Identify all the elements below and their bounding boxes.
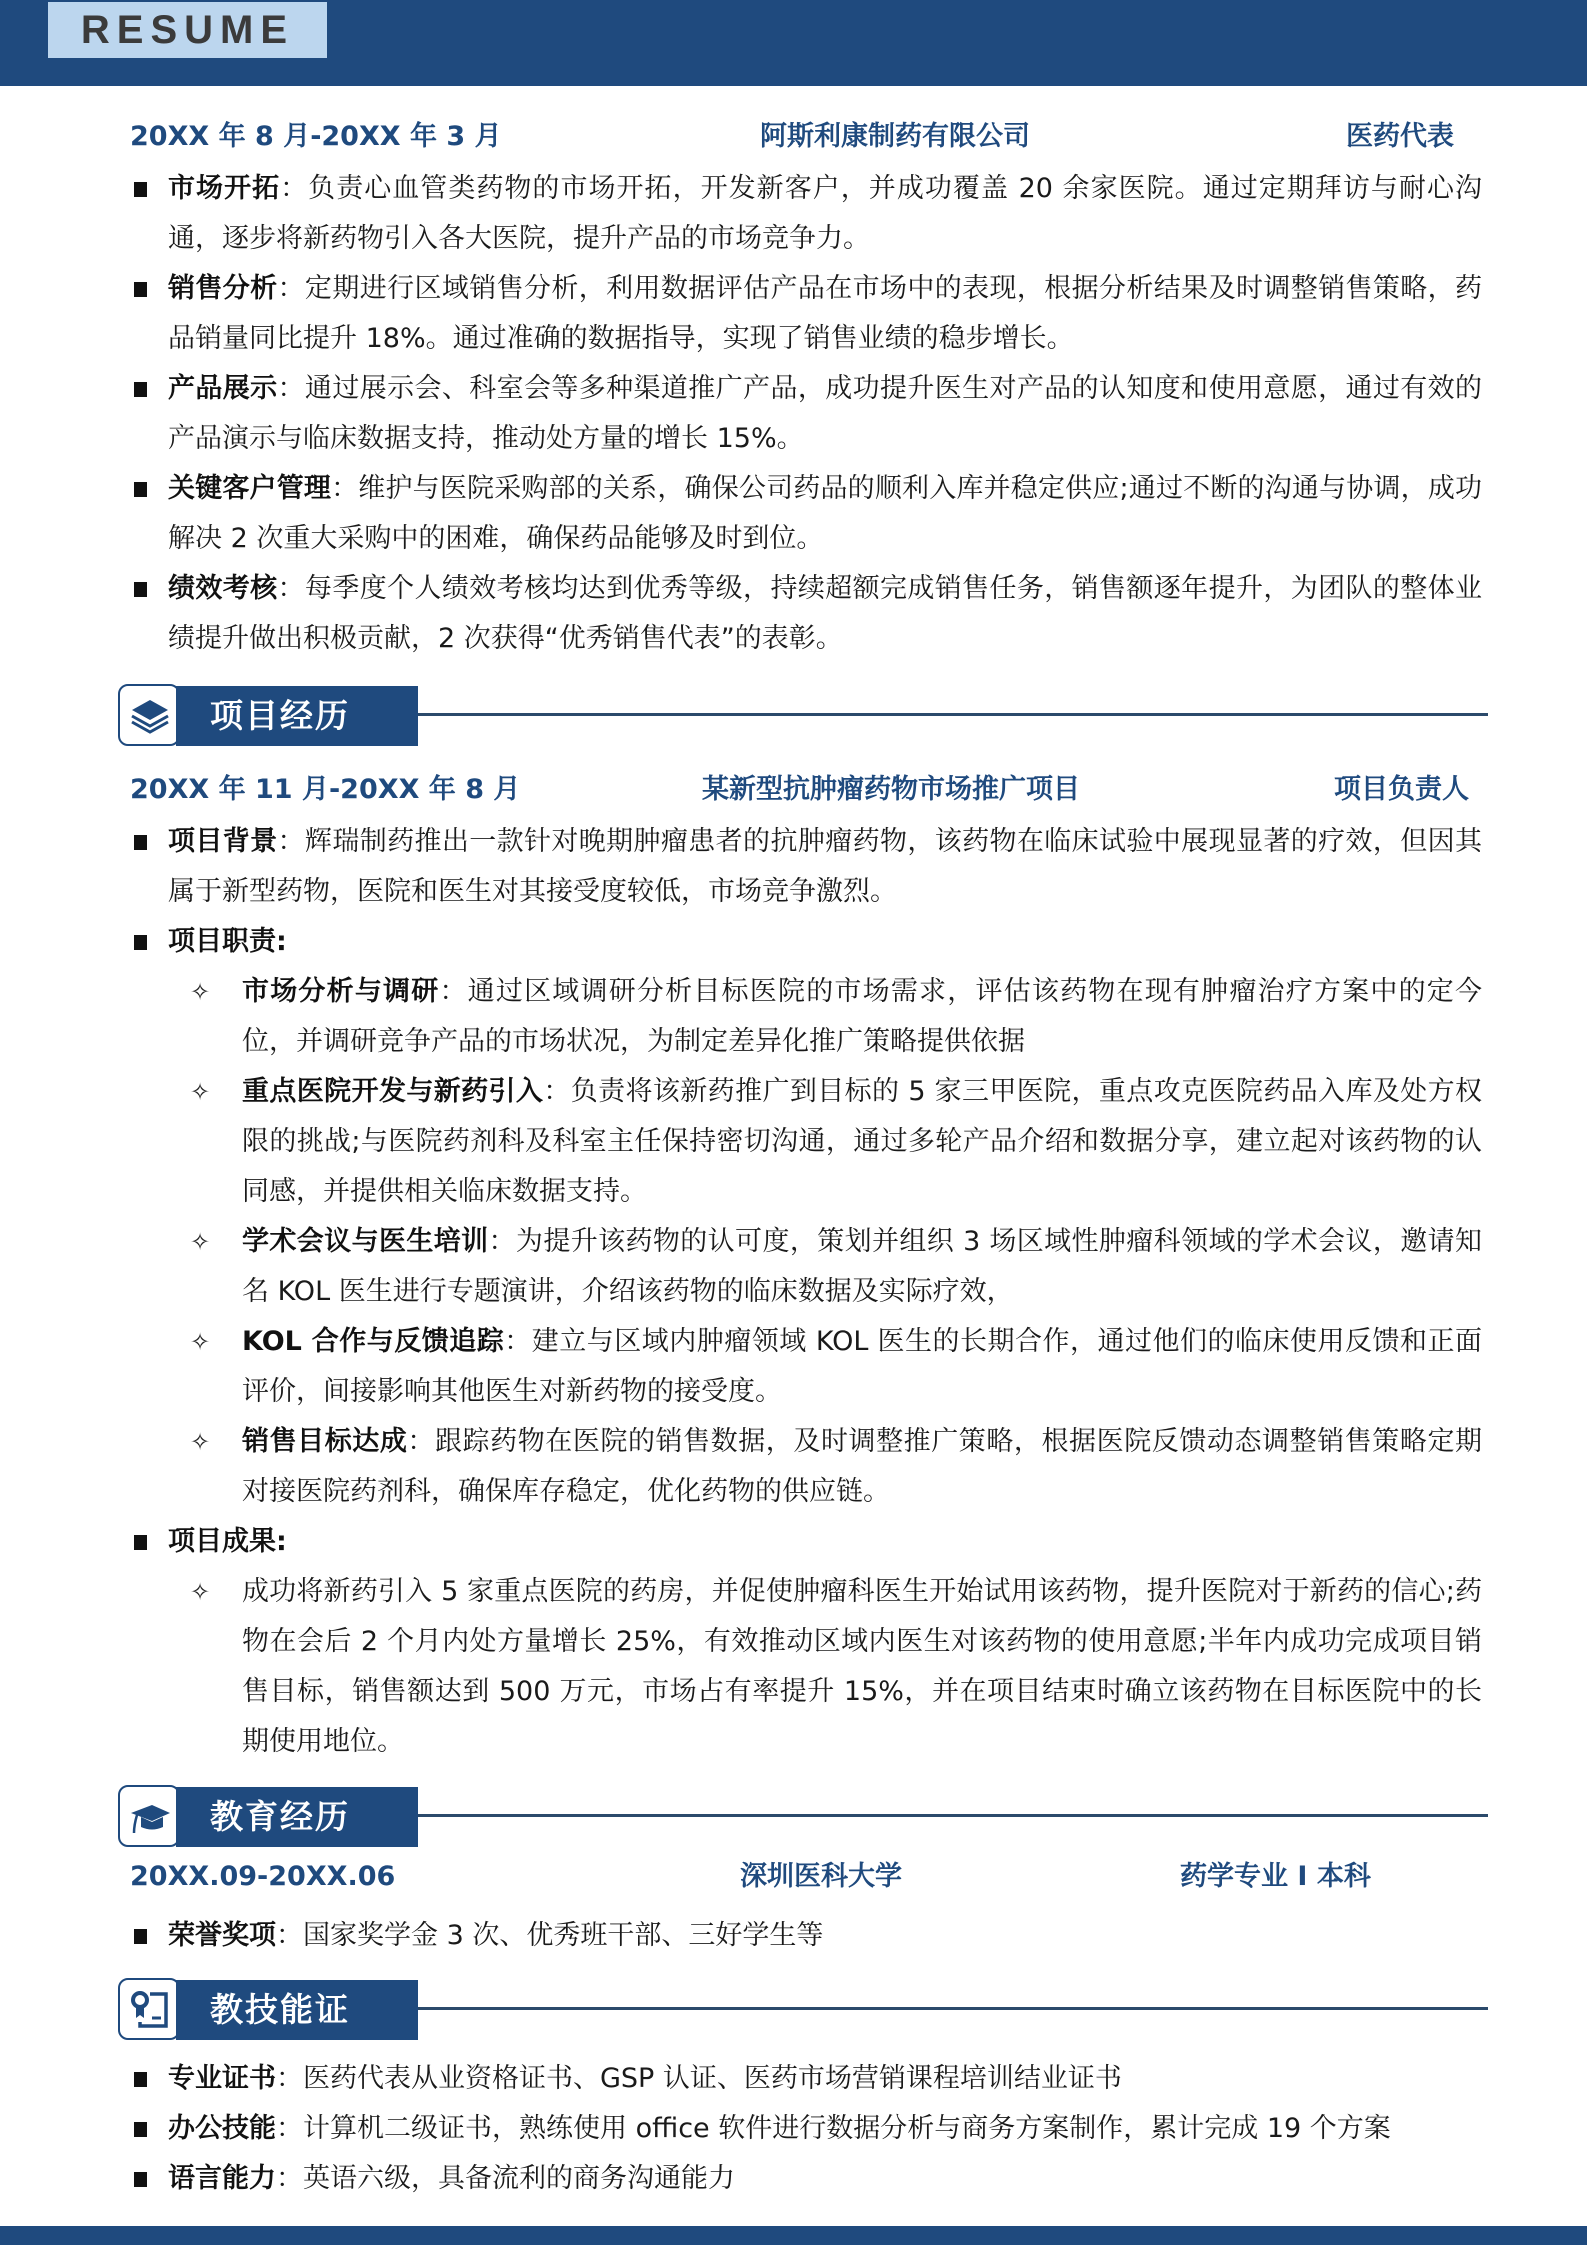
item-text: ：定期进行区域销售分析，利用数据评估产品在市场中的表现，根据分析结果及时调整销售策略，药品销量同比提升 18%。通过准确的数据指导，实现了销售业绩的稳步增长。 <box>168 273 1483 354</box>
square-bullet-icon <box>134 2072 147 2087</box>
item-label: 绩效考核 <box>168 573 278 604</box>
item-text: 成功将新药引入 5 家重点医院的药房，并促使肿瘤科医生开始试用该药物，提升医院对于新药的信心;药物在会后 2 个月内处方量增长 25%，有效推动区域内医生对该药物的使用意愿;半年内成功完成项目销售目标，销售额达到 500 万元，市场占有率提升 15%，并在项目结束时确立该药物在目标医院中的长期使用地位。 <box>242 1576 1482 1757</box>
section-icon-box <box>118 1785 180 1847</box>
item-label: 项目成果: <box>168 1526 287 1557</box>
duty-item <box>185 1317 1482 1417</box>
work-date: 20XX 年 8 月-20XX 年 3 月 <box>130 121 502 152</box>
section-header-projects <box>118 684 1488 748</box>
item-label: 荣誉奖项 <box>168 1920 276 1951</box>
item-text: ：计算机二级证书，熟练使用 office 软件进行数据分析与商务方案制作，累计完成 19 个方案 <box>276 2113 1391 2144</box>
item-label: 项目背景 <box>168 826 278 857</box>
item-label: 销售目标达成 <box>242 1426 408 1457</box>
footer-bar <box>0 2226 1587 2245</box>
item-label: 销售分析 <box>168 273 278 304</box>
duty-item <box>185 967 1482 1067</box>
work-role: 医药代表 <box>1346 121 1454 152</box>
project-background <box>130 817 1482 917</box>
section-divider <box>418 713 1488 716</box>
header-bar <box>0 0 1587 86</box>
item-label: 项目职责: <box>168 926 287 957</box>
item-text: ：跟踪药物在医院的销售数据，及时调整推广策略，根据医院反馈动态调整销售策略定期对接医院药剂科，确保库存稳定，优化药物的供应链。 <box>242 1426 1483 1507</box>
square-bullet-icon <box>134 835 147 850</box>
section-icon-box <box>118 684 180 746</box>
item-text: ：通过展示会、科室会等多种渠道推广产品，成功提升医生对产品的认知度和使用意愿，通过有效的产品演示与临床数据支持，推动处方量的增长 15%。 <box>168 373 1483 454</box>
four-point-star-icon: ✧ <box>189 1328 211 1356</box>
square-bullet-icon <box>134 182 147 197</box>
duty-item <box>185 1067 1482 1217</box>
skill-item <box>130 2104 1482 2154</box>
layers-icon <box>128 694 172 738</box>
certificate-icon <box>128 1988 172 2032</box>
project-results-heading <box>130 1517 1482 1567</box>
item-text: ：辉瑞制药推出一款针对晚期肿瘤患者的抗肿瘤药物，该药物在临床试验中展现显著的疗效，但因其属于新型药物，医院和医生对其接受度较低，市场竞争激烈。 <box>168 826 1483 907</box>
item-text: ：负责将该新药推广到目标的 5 家三甲医院，重点攻克医院药品入库及处方权限的挑战;与医院药剂科及科室主任保持密切沟通，通过多轮产品介绍和数据分享，建立起对该药物的认同感，并提供相关临床数据支持。 <box>242 1076 1483 1207</box>
item-text: ：负责心血管类药物的市场开拓，开发新客户，并成功覆盖 20 余家医院。通过定期拜访与耐心沟通，逐步将新药物引入各大医院，提升产品的市场竞争力。 <box>168 173 1483 254</box>
section-title: 教育经历 <box>176 1787 418 1847</box>
item-text: ：英语六级，具备流利的商务沟通能力 <box>276 2163 735 2194</box>
duty-item <box>185 1217 1482 1317</box>
four-point-star-icon: ✧ <box>189 1078 211 1106</box>
graduation-cap-icon <box>128 1795 172 1839</box>
skill-item <box>130 2154 1482 2204</box>
work-item <box>130 164 1482 264</box>
section-header-skills <box>118 1978 1488 2042</box>
square-bullet-icon <box>134 935 147 950</box>
project-entry-header <box>130 770 1480 810</box>
duty-item <box>185 1417 1482 1517</box>
item-label: 产品展示 <box>168 373 278 404</box>
item-label: 市场分析与调研 <box>242 976 440 1007</box>
result-item <box>185 1567 1482 1767</box>
square-bullet-icon <box>134 2122 147 2137</box>
work-item <box>130 464 1482 564</box>
section-title: 项目经历 <box>176 686 418 746</box>
work-item <box>130 564 1482 664</box>
item-label: 语言能力 <box>168 2163 276 2194</box>
item-label: 市场开拓 <box>168 173 281 204</box>
item-label: 专业证书 <box>168 2063 276 2094</box>
four-point-star-icon: ✧ <box>189 1428 211 1456</box>
item-label: 重点医院开发与新药引入 <box>242 1076 544 1107</box>
square-bullet-icon <box>134 2172 147 2187</box>
work-item <box>130 364 1482 464</box>
square-bullet-icon <box>134 382 147 397</box>
education-entry-header <box>130 1857 1480 1897</box>
resume-title: RESUME <box>48 2 327 58</box>
item-label: 办公技能 <box>168 2113 276 2144</box>
item-text: ：每季度个人绩效考核均达到优秀等级，持续超额完成销售任务，销售额逐年提升，为团队的整体业绩提升做出积极贡献，2 次获得“优秀销售代表”的表彰。 <box>168 573 1483 654</box>
square-bullet-icon <box>134 582 147 597</box>
section-divider <box>418 1814 1488 1817</box>
education-honors <box>130 1911 1482 1961</box>
square-bullet-icon <box>134 1929 147 1944</box>
item-text: ：通过区域调研分析目标医院的市场需求，评估该药物在现有肿瘤治疗方案中的定今位，并调研竞争产品的市场状况，为制定差异化推广策略提供依据 <box>242 976 1483 1057</box>
square-bullet-icon <box>134 282 147 297</box>
square-bullet-icon <box>134 482 147 497</box>
section-icon-box <box>118 1978 180 2040</box>
four-point-star-icon: ✧ <box>189 1578 211 1606</box>
item-label: 关键客户管理 <box>168 473 332 504</box>
education-school: 深圳医科大学 <box>740 1861 902 1892</box>
work-company: 阿斯利康制药有限公司 <box>760 121 1030 152</box>
item-text: ：维护与医院采购部的关系，确保公司药品的顺利入库并稳定供应;通过不断的沟通与协调，成功解决 2 次重大采购中的困难，确保药品能够及时到位。 <box>168 473 1482 554</box>
education-major: 药学专业 I 本科 <box>1180 1861 1371 1892</box>
project-date: 20XX 年 11 月-20XX 年 8 月 <box>130 774 521 805</box>
section-title: 教技能证 <box>176 1980 418 2040</box>
four-point-star-icon: ✧ <box>189 1228 211 1256</box>
square-bullet-icon <box>134 1535 147 1550</box>
section-header-education <box>118 1785 1488 1849</box>
section-divider <box>418 2007 1488 2010</box>
work-entry-header <box>130 117 1480 157</box>
item-label: KOL 合作与反馈追踪 <box>242 1326 505 1357</box>
item-text: ：为提升该药物的认可度，策划并组织 3 场区域性肿瘤科领域的学术会议，邀请知名 KOL 医生进行专题演讲，介绍该药物的临床数据及实际疗效， <box>242 1226 1482 1307</box>
skill-item <box>130 2054 1482 2104</box>
four-point-star-icon: ✧ <box>189 978 211 1006</box>
item-text: ：国家奖学金 3 次、优秀班干部、三好学生等 <box>276 1920 824 1951</box>
item-label: 学术会议与医生培训 <box>242 1226 489 1257</box>
education-date: 20XX.09-20XX.06 <box>130 1861 396 1892</box>
project-role: 项目负责人 <box>1334 774 1469 805</box>
item-text: ：医药代表从业资格证书、GSP 认证、医药市场营销课程培训结业证书 <box>276 2063 1122 2094</box>
project-name: 某新型抗肿瘤药物市场推广项目 <box>702 774 1080 805</box>
project-duties-heading <box>130 917 1482 967</box>
item-text: ：建立与区域内肿瘤领域 KOL 医生的长期合作，通过他们的临床使用反馈和正面评价，间接影响其他医生对新药物的接受度。 <box>242 1326 1482 1407</box>
work-item <box>130 264 1482 364</box>
